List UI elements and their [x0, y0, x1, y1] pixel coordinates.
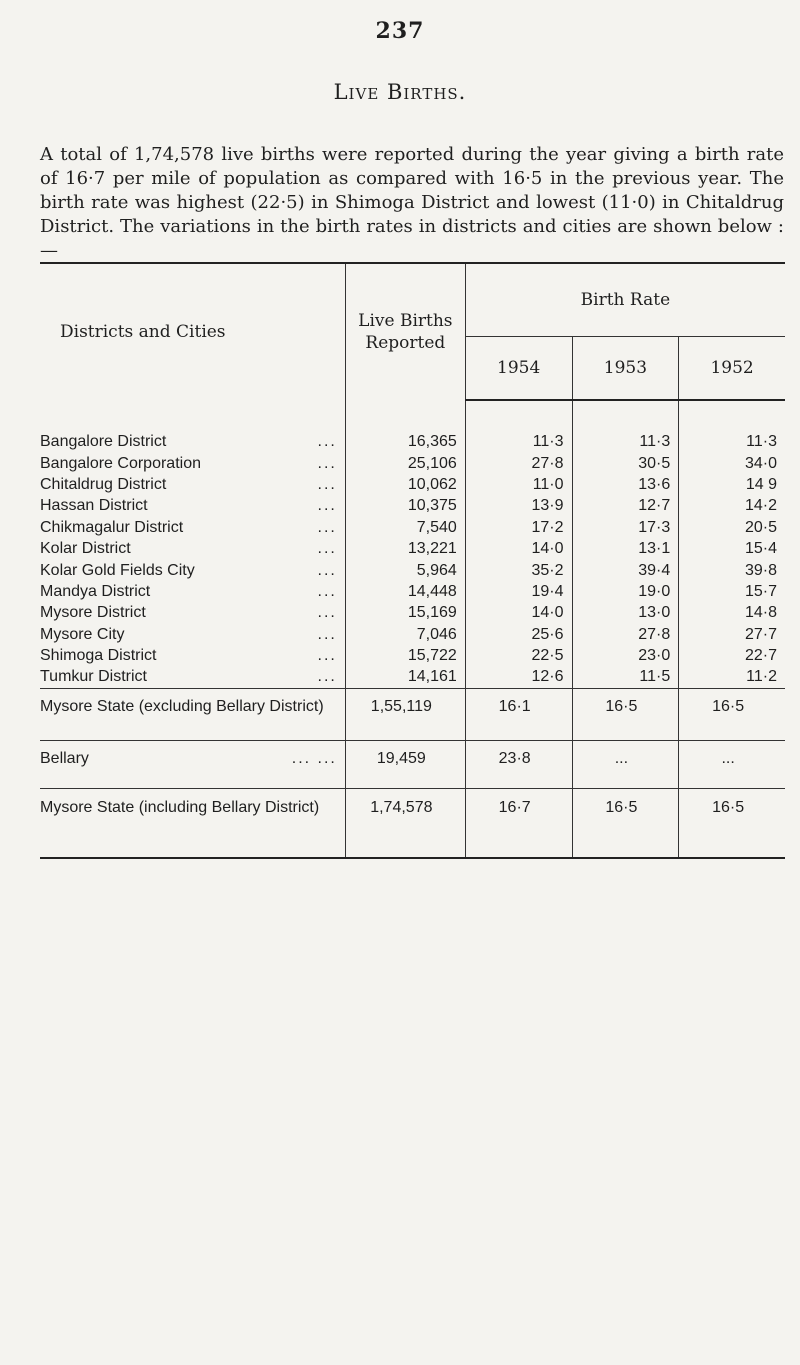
rate-1952-cell: 34·0 — [679, 452, 785, 473]
rate-1954-cell: 16·7 — [465, 788, 572, 858]
row-name: Mysore District — [40, 604, 146, 622]
rate-1952-cell: 14 9 — [679, 474, 785, 495]
rate-1953-cell: 30·5 — [572, 452, 679, 473]
rate-1953-cell: 11·3 — [572, 400, 679, 452]
birth-rate-table — [40, 262, 785, 859]
table-row — [40, 645, 785, 666]
rate-1953-cell: ... — [572, 740, 679, 788]
rate-1952-cell: 39·8 — [679, 559, 785, 580]
total-row-excluding-bellary — [40, 688, 785, 740]
rate-1954-cell: 25·6 — [465, 624, 572, 645]
row-name-cell — [40, 788, 345, 858]
live-births-cell: 14,161 — [345, 666, 465, 688]
row-name: Mandya District — [40, 582, 151, 600]
rate-1953-cell: 17·3 — [572, 517, 679, 538]
row-name-cell — [40, 581, 345, 602]
live-births-cell: 7,540 — [345, 517, 465, 538]
table-row — [40, 602, 785, 623]
row-name: Shimoga District — [40, 647, 157, 665]
row-name-cell — [40, 474, 345, 495]
rate-1954-cell: 16·1 — [465, 688, 572, 740]
row-name-cell — [40, 517, 345, 538]
rate-1952-cell: 14·2 — [679, 495, 785, 516]
row-name-cell — [40, 645, 345, 666]
row-name-cell — [40, 538, 345, 559]
rate-1954-cell: 14·0 — [465, 538, 572, 559]
row-name: Tumkur District — [40, 668, 147, 686]
rate-1953-cell: 11·5 — [572, 666, 679, 688]
total-row-including-bellary — [40, 788, 785, 858]
table-row — [40, 666, 785, 688]
row-name-cell — [40, 400, 345, 452]
row-name: Bangalore District — [40, 432, 167, 450]
row-name-cell — [40, 602, 345, 623]
leader-dots: ... — [317, 668, 337, 686]
live-births-cell: 1,55,119 — [345, 688, 465, 740]
rate-1952-cell: 20·5 — [679, 517, 785, 538]
rate-1954-cell: 14·0 — [465, 602, 572, 623]
row-name: Bangalore Corporation — [40, 454, 201, 472]
row-name: Bellary — [40, 749, 89, 767]
row-name-cell — [40, 495, 345, 516]
header-year-1954: 1954 — [465, 337, 572, 401]
table-row — [40, 581, 785, 602]
row-name-cell — [40, 666, 345, 688]
rate-1952-cell: 16·5 — [679, 688, 785, 740]
live-births-cell: 5,964 — [345, 559, 465, 580]
leader-dots: ... — [317, 582, 337, 600]
rate-1954-cell: 35·2 — [465, 559, 572, 580]
row-name-cell — [40, 740, 345, 788]
live-births-cell: 15,722 — [345, 645, 465, 666]
live-births-cell: 1,74,578 — [345, 788, 465, 858]
live-births-cell: 7,046 — [345, 624, 465, 645]
header-birth-rate: Birth Rate — [465, 263, 785, 337]
row-name-cell — [40, 624, 345, 645]
rate-1953-cell: 16·5 — [572, 688, 679, 740]
table-body — [40, 400, 785, 858]
rate-1954-cell: 11·0 — [465, 474, 572, 495]
leader-dots: ... — [317, 497, 337, 515]
rate-1954-cell: 12·6 — [465, 666, 572, 688]
row-name: Kolar Gold Fields City — [40, 561, 195, 579]
bellary-row — [40, 740, 785, 788]
leader-dots: ... — [317, 475, 337, 493]
rate-1952-cell: 16·5 — [679, 788, 785, 858]
header-live-births: Live Births Reported — [345, 263, 465, 400]
leader-dots: ... — [317, 561, 337, 579]
row-name-cell — [40, 452, 345, 473]
rate-1952-cell: 14·8 — [679, 602, 785, 623]
leader-dots: ... — [317, 540, 337, 558]
rate-1953-cell: 13·0 — [572, 602, 679, 623]
rate-1952-cell: ... — [679, 740, 785, 788]
row-name-cell — [40, 688, 345, 740]
rate-1954-cell: 23·8 — [465, 740, 572, 788]
row-name: Chikmagalur District — [40, 518, 184, 536]
leader-dots: ... — [317, 432, 337, 450]
rate-1952-cell: 22·7 — [679, 645, 785, 666]
table-row — [40, 624, 785, 645]
live-births-cell: 10,375 — [345, 495, 465, 516]
rate-1954-cell: 27·8 — [465, 452, 572, 473]
rate-1954-cell: 11·3 — [465, 400, 572, 452]
rate-1954-cell: 17·2 — [465, 517, 572, 538]
rate-1953-cell: 13·1 — [572, 538, 679, 559]
live-births-cell: 10,062 — [345, 474, 465, 495]
rate-1954-cell: 13·9 — [465, 495, 572, 516]
rate-1953-cell: 27·8 — [572, 624, 679, 645]
rate-1952-cell: 15·4 — [679, 538, 785, 559]
leader-dots: ... — [317, 454, 337, 472]
header-year-1952: 1952 — [679, 337, 785, 401]
live-births-cell: 15,169 — [345, 602, 465, 623]
rate-1954-cell: 19·4 — [465, 581, 572, 602]
rate-1953-cell: 39·4 — [572, 559, 679, 580]
table-row — [40, 400, 785, 452]
table-row — [40, 538, 785, 559]
leader-dots: ... — [317, 625, 337, 643]
leader-dots: ... ... — [291, 749, 337, 767]
intro-paragraph: A total of 1,74,578 live births were reported during the year giving a birth rate of 16·7 per mile of population as compared with 16·5 in the previous year. The birth rate was highest (22·5) in Shimoga District and lowest (11·0) in Chitaldrug District. The variations in the birth rates in districts and cities are shown below :— — [40, 144, 784, 261]
rate-1952-cell: 11·2 — [679, 666, 785, 688]
live-births-cell: 19,459 — [345, 740, 465, 788]
table-row — [40, 517, 785, 538]
rate-1953-cell: 19·0 — [572, 581, 679, 602]
rate-1953-cell: 12·7 — [572, 495, 679, 516]
rate-1953-cell: 16·5 — [572, 788, 679, 858]
live-births-cell: 14,448 — [345, 581, 465, 602]
page-number: 237 — [375, 18, 425, 44]
header-districts: Districts and Cities — [60, 322, 226, 342]
rate-1953-cell: 23·0 — [572, 645, 679, 666]
leader-dots: ... — [317, 647, 337, 665]
live-births-cell: 16,365 — [345, 400, 465, 452]
row-name: Mysore State (excluding Bellary District) — [40, 697, 324, 715]
rate-1954-cell: 22·5 — [465, 645, 572, 666]
rate-1952-cell: 15·7 — [679, 581, 785, 602]
header-year-1953: 1953 — [572, 337, 679, 401]
row-name: Mysore State (including Bellary District) — [40, 798, 320, 816]
row-name: Chitaldrug District — [40, 475, 167, 493]
live-births-cell: 25,106 — [345, 452, 465, 473]
table-row — [40, 559, 785, 580]
table-row — [40, 495, 785, 516]
leader-dots: ... — [317, 604, 337, 622]
rate-1953-cell: 13·6 — [572, 474, 679, 495]
row-name-cell — [40, 559, 345, 580]
row-name: Hassan District — [40, 497, 148, 515]
row-name: Kolar District — [40, 540, 131, 558]
row-name: Mysore City — [40, 625, 125, 643]
live-births-cell: 13,221 — [345, 538, 465, 559]
table-row — [40, 474, 785, 495]
rate-1952-cell: 11·3 — [679, 400, 785, 452]
rate-1952-cell: 27·7 — [679, 624, 785, 645]
leader-dots: ... — [317, 518, 337, 536]
table-row — [40, 452, 785, 473]
section-heading: Live Births. — [333, 80, 467, 104]
